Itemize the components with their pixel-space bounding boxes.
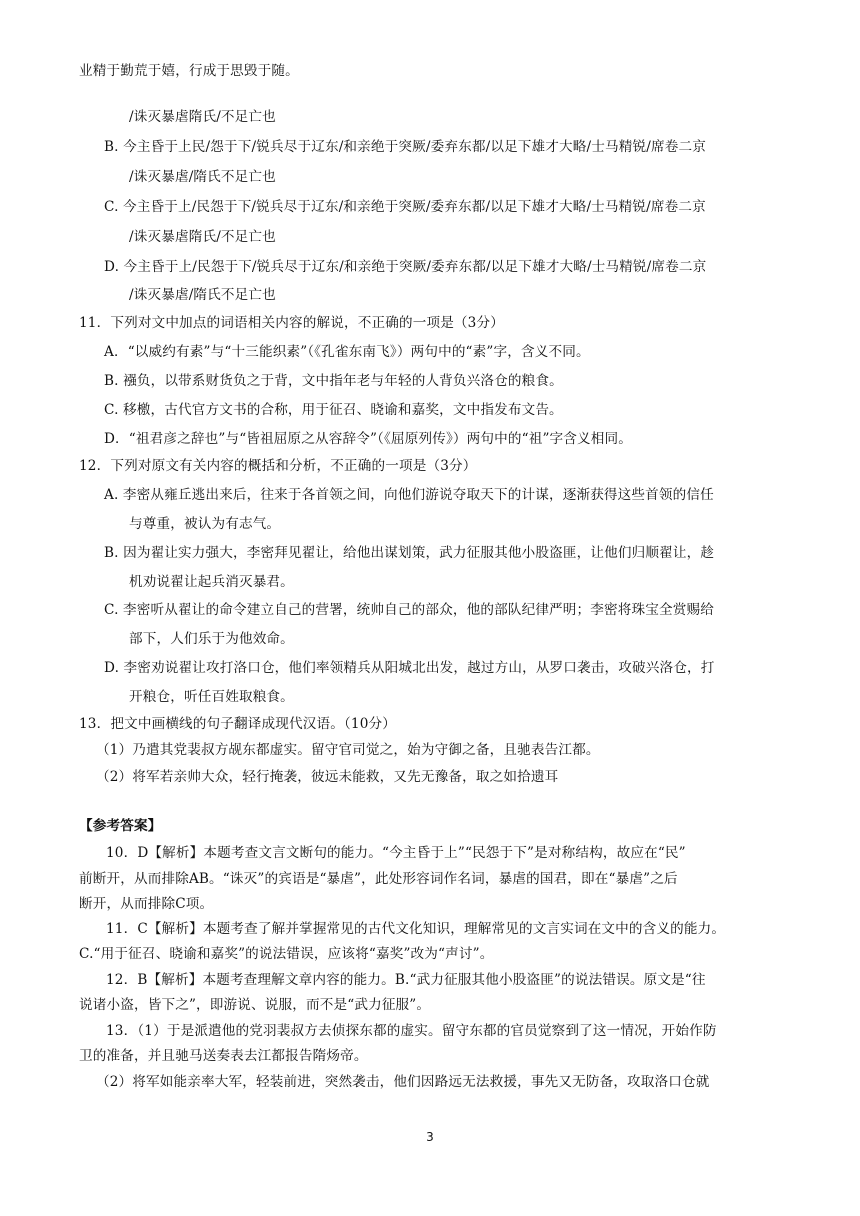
question-12-option-a-cont: 与尊重，被认为有志气。 — [129, 516, 281, 532]
text-line: 业精于勤荒于嬉，行成于思毁于随。 — [79, 63, 299, 79]
question-12-option-c: C. 李密听从翟让的命令建立自己的营署，统帅自己的部众，他的部队纪律严明；李密将珠宝全赏赐给 — [104, 602, 714, 618]
answer-12-line-1: 12．B【解析】本题考查理解文章内容的能力。B.“武力征服其他小股盗匪”的说法错误。原文是“往 — [106, 972, 706, 988]
answer-13-line-3: （2）将军如能亲率大军，轻装前进，突然袭击，他们因路远无法救援，事先又无防备，攻取洛口仓就 — [96, 1074, 710, 1090]
answer-10-line-3: 断开，从而排除C项。 — [79, 896, 214, 912]
question-13-part-1: （1）乃遣其党裴叔方觇东都虚实。留守官司觉之，始为守御之备，且驰表告江都。 — [96, 742, 600, 758]
answer-10-line-2: 前断开，从而排除AB。“诛灭”的宾语是“暴虐”，此处形容词作名词，暴虐的国君，即在“暴虐”之后 — [79, 871, 678, 887]
option-d-line: D. 今主昏于上/民怨于下/锐兵尽于辽东/和亲绝于突厥/委弃东都/以足下雄才大略/士马精锐/席卷二京 — [104, 259, 707, 275]
question-11-option-b: B. 襁负，以带系财货负之于背，文中指年老与年轻的人背负兴洛仓的粮食。 — [104, 373, 563, 389]
question-12-option-b: B. 因为翟让实力强大，李密拜见翟让，给他出谋划策，武力征服其他小股盗匪，让他们归顺翟让，趁 — [104, 545, 715, 561]
answer-10-line-1: 10．D【解析】本题考查文言文断句的能力。“今主昏于上”“民怨于下”是对称结构，故应在“民” — [106, 845, 686, 861]
page-number: 3 — [426, 1130, 434, 1144]
question-12-stem: 12．下列对原文有关内容的概括和分析，不正确的一项是（3分） — [79, 458, 477, 474]
question-12-option-a: A. 李密从雍丘逃出来后，往来于各首领之间，向他们游说夺取天下的计谋，逐渐获得这些首领的信任 — [104, 487, 714, 503]
question-12-option-d-cont: 开粮仓，听任百姓取粮食。 — [129, 689, 294, 705]
question-11-option-a: A．“以威约有素”与“十三能织素”（《孔雀东南飞》）两句中的“素”字，含义不同。 — [104, 344, 590, 360]
option-b-continuation: /诛灭暴虐/隋氏不足亡也 — [129, 169, 276, 185]
answer-13-line-1: 13．（1）于是派遣他的党羽裴叔方去侦探东都的虚实。留守东都的官员觉察到了这一情况，开始作防 — [106, 1023, 717, 1039]
answer-11-line-2: C.“用于征召、晓谕和嘉奖”的说法错误，应该将“嘉奖”改为“声讨”。 — [79, 946, 494, 962]
question-11-stem: 11．下列对文中加点的词语相关内容的解说，不正确的一项是（3分） — [79, 315, 504, 331]
question-13-part-2: （2）将军若亲帅大众，轻行掩袭，彼远未能救，又先无豫备，取之如拾遗耳 — [96, 769, 559, 785]
question-12-option-c-cont: 部下，人们乐于为他效命。 — [129, 631, 294, 647]
question-13-stem: 13．把文中画横线的句子翻译成现代汉语。（10分） — [79, 716, 397, 732]
answer-12-line-2: 说诸小盗，皆下之”，即游说、说服，而不是“武力征服”。 — [79, 997, 431, 1013]
option-c-line: C. 今主昏于上/民怨于下/锐兵尽于辽东/和亲绝于突厥/委弃东都/以足下雄才大略/士马精锐/席卷二京 — [104, 199, 706, 215]
option-c-continuation: /诛灭暴虐隋氏/不足亡也 — [129, 229, 276, 245]
question-11-option-c: C. 移檄，古代官方文书的合称，用于征召、晓谕和嘉奖，文中指发布文告。 — [104, 402, 563, 418]
question-12-option-b-cont: 机劝说翟让起兵消灭暴君。 — [129, 574, 294, 590]
option-a-continuation: /诛灭暴虐隋氏/不足亡也 — [129, 109, 276, 125]
question-11-option-d: D．“祖君彦之辞也”与“皆祖屈原之从容辞令”（《屈原列传》）两句中的“祖”字含义相同。 — [104, 431, 633, 447]
answer-section-heading: 【参考答案】 — [79, 818, 162, 834]
option-d-continuation: /诛灭暴虐/隋氏不足亡也 — [129, 287, 276, 303]
question-12-option-d: D. 李密劝说翟让攻打洛口仓，他们率领精兵从阳城北出发，越过方山，从罗口袭击，攻破兴洛仓，打 — [104, 660, 715, 676]
answer-13-line-2: 卫的准备，并且驰马送奏表去江都报告隋炀帝。 — [79, 1048, 368, 1064]
option-b-line: B. 今主昏于上民/怨于下/锐兵尽于辽东/和亲绝于突厥/委弃东都/以足下雄才大略/士马精锐/席卷二京 — [104, 139, 706, 155]
answer-11-line-1: 11．C【解析】本题考查了解并掌握常见的古代文化知识，理解常见的文言实词在文中的含义的能力。 — [106, 921, 726, 937]
